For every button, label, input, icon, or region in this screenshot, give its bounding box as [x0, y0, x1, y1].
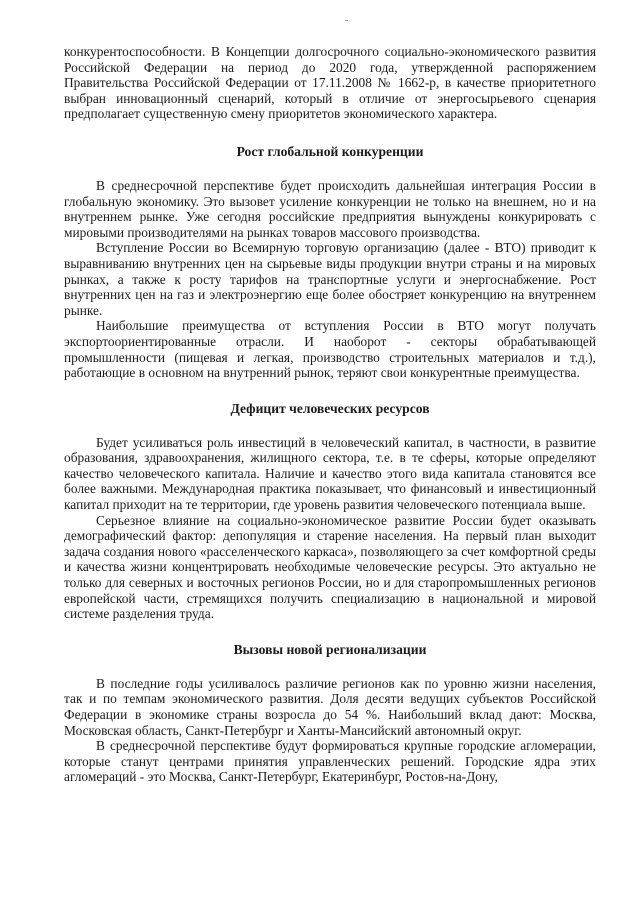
section-heading-global-competition: Рост глобальной конкуренции	[236, 143, 424, 159]
document-page	[64, 44, 596, 785]
scan-artifact	[345, 20, 348, 21]
paragraph: Будет усиливаться роль инвестиций в человеческий капитал, в частности, в развитие образования, здравоохранения, жилищного сектора, т.е. в те сферы, которые определяют качество человеческого капитала. Наличие и качество этого вида капитала становятся все более важными. Международная практика показывает, что финансовый и инвестиционный капитал приходит на те территории, где уровень развития человеческого потенциала выше.	[64, 434, 596, 513]
paragraph: Вступление России во Всемирную торговую организацию (далее - ВТО) приводит к выравниванию внутренних цен на сырьевые виды продукции внутри страны и на мировых рынках, а также к росту тарифов на транспортные услуги и энергоснабжение. Рост внутренних цен на газ и электроэнергию еще более обостряет конкуренцию на внутреннем рынке.	[64, 240, 596, 318]
paragraph: В среднесрочной перспективе будет происходить дальнейшая интеграция России в глобальную экономику. Это вызовет усиление конкуренции не только на внешнем, но и на внутреннем рынке. Уже сегодня российские предприятия вынуждены конкурировать с мировыми производителями на рынках товаров массового производства.	[64, 177, 596, 240]
paragraph: В последние годы усиливалось различие регионов как по уровню жизни населения, так и по темпам экономического развития. Доля десяти ведущих субъектов Российской Федерации в экономике страны возросла до 54 %. Наибольший вклад дают: Москва, Московская область, Санкт-Петербург и Ханты-Мансийский автономный округ.	[64, 675, 596, 738]
paragraph: В среднесрочной перспективе будут формироваться крупные городские агломерации, которые станут центрами принятия управленческих решений. Городские ядра этих агломераций - это Москва, Санкт-Петербург, Екатеринбург, Ростов-на-Дону,	[64, 738, 596, 785]
paragraph: Наибольшие преимущества от вступления России в ВТО могут получать экспортоориентированные отрасли. И наоборот - секторы обрабатывающей промышленности (пищевая и легкая, производство строительных материалов и т.д.), работающие в основном на внутренний рынок, теряют свои конкурентные преимущества.	[64, 318, 596, 381]
intro-paragraph: конкурентоспособности. В Концепции долгосрочного социально-экономического развития Российской Федерации на период до 2020 года, утвержденной распоряжением Правительства Российской Федерации от 17.11.2008 № 1662-р, в качестве приоритетного выбран инновационный сценарий, который в отличие от энергосырьевого сценария предполагает существенную смену приоритетов экономического характера.	[64, 44, 596, 122]
section-heading-human-resources: Дефицит человеческих ресурсов	[230, 400, 430, 416]
paragraph: Серьезное влияние на социально-экономическое развитие России будет оказывать демографический фактор: депопуляция и старение населения. На первый план выходит задача создания нового «расселенческого каркаса», позволяющего за счет комфортной среды и качества жизни концентрировать необходимые человеческие ресурсы. Это актуально не только для северных и восточных регионов России, но и для старопромышленных регионов европейской части, стремящихся получить специализацию в национальной и мировой системе разделения труда.	[64, 512, 596, 622]
section-heading-new-regionalization: Вызовы новой регионализации	[233, 641, 427, 657]
